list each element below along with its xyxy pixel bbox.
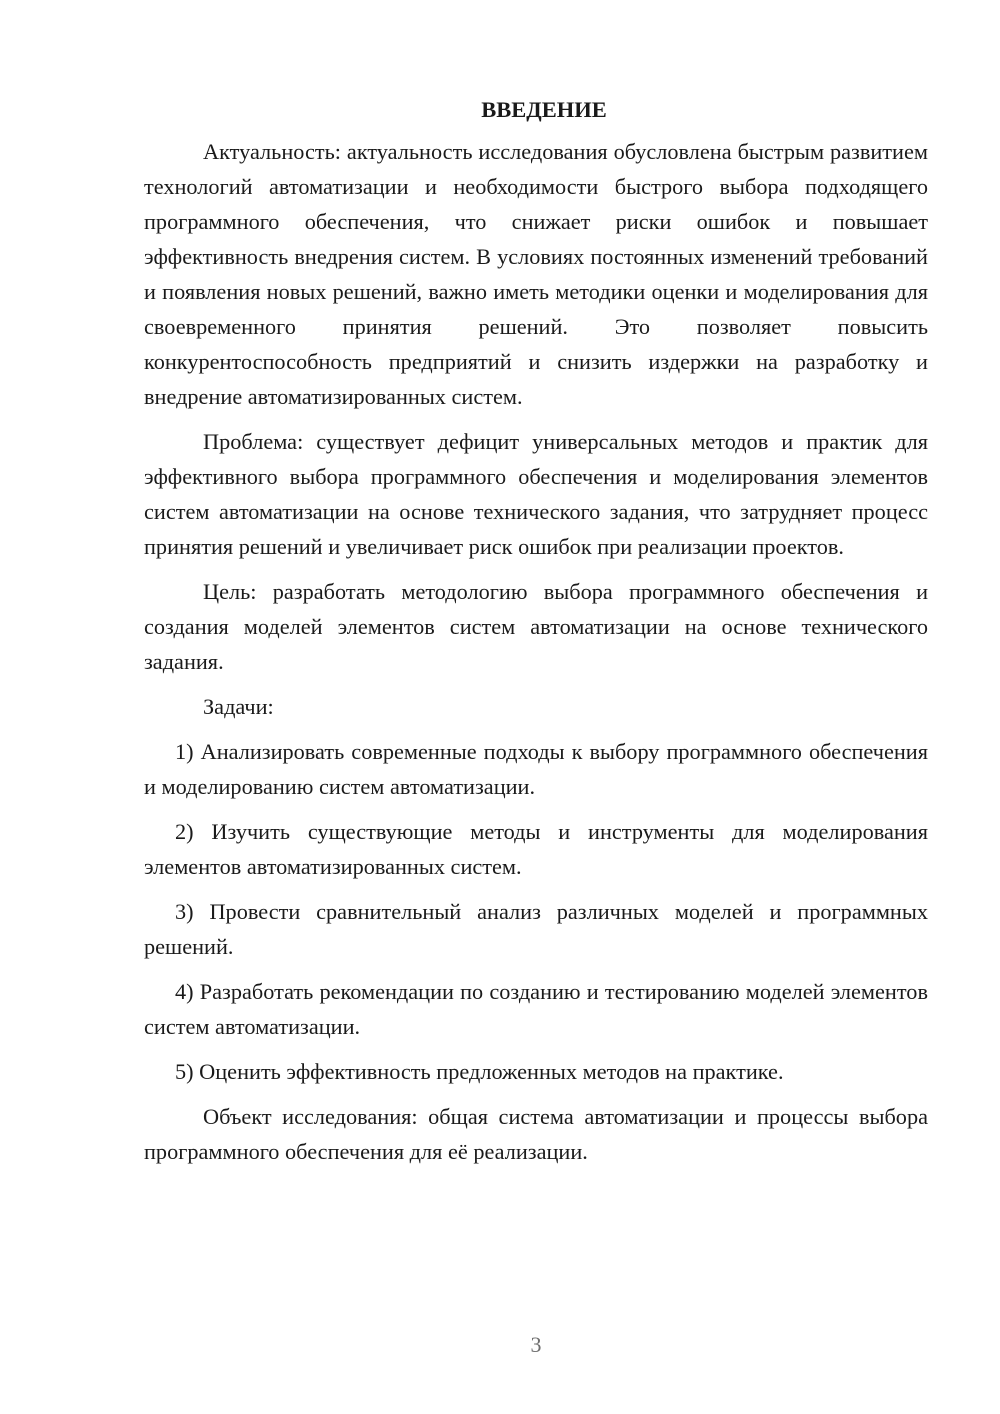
paragraph-relevance: Актуальность: актуальность исследования обусловлена быстрым развитием технологий автоматизации и необходимости быстрого выбора подходящего программного обеспечения, что снижает риски ошибок и повышает эффективность внедрения систем. В условиях постоянных изменений требований и появления новых решений, важно иметь методики оценки и моделирования для своевременного принятия решений. Это позволяет повысить конкурентоспособность предприятий и снизить издержки на разработку и внедрение автоматизированных систем. — [144, 139, 928, 409]
task-item-3: 3) Провести сравнительный анализ различных моделей и программных решений. — [144, 899, 928, 959]
paragraph-object: Объект исследования: общая система автоматизации и процессы выбора программного обеспечения для её реализации. — [144, 1104, 928, 1164]
section-heading: ВВЕДЕНИЕ — [481, 97, 607, 122]
tasks-label: Задачи: — [203, 694, 274, 719]
task-item-1: 1) Анализировать современные подходы к выбору программного обеспечения и моделированию систем автоматизации. — [144, 739, 928, 799]
paragraph-problem: Проблема: существует дефицит универсальных методов и практик для эффективного выбора программного обеспечения и моделирования элементов систем автоматизации на основе технического задания, что затрудняет процесс принятия решений и увеличивает риск ошибок при реализации проектов. — [144, 429, 928, 559]
task-item-5: 5) Оценить эффективность предложенных методов на практике. — [175, 1059, 784, 1084]
page-number: 3 — [530, 1332, 542, 1357]
task-item-4: 4) Разработать рекомендации по созданию и тестированию моделей элементов систем автоматизации. — [144, 979, 928, 1039]
paragraph-goal: Цель: разработать методологию выбора программного обеспечения и создания моделей элементов систем автоматизации на основе технического задания. — [144, 579, 928, 674]
task-item-2: 2) Изучить существующие методы и инструменты для моделирования элементов автоматизированных систем. — [144, 819, 928, 879]
page-content — [144, 90, 928, 1179]
